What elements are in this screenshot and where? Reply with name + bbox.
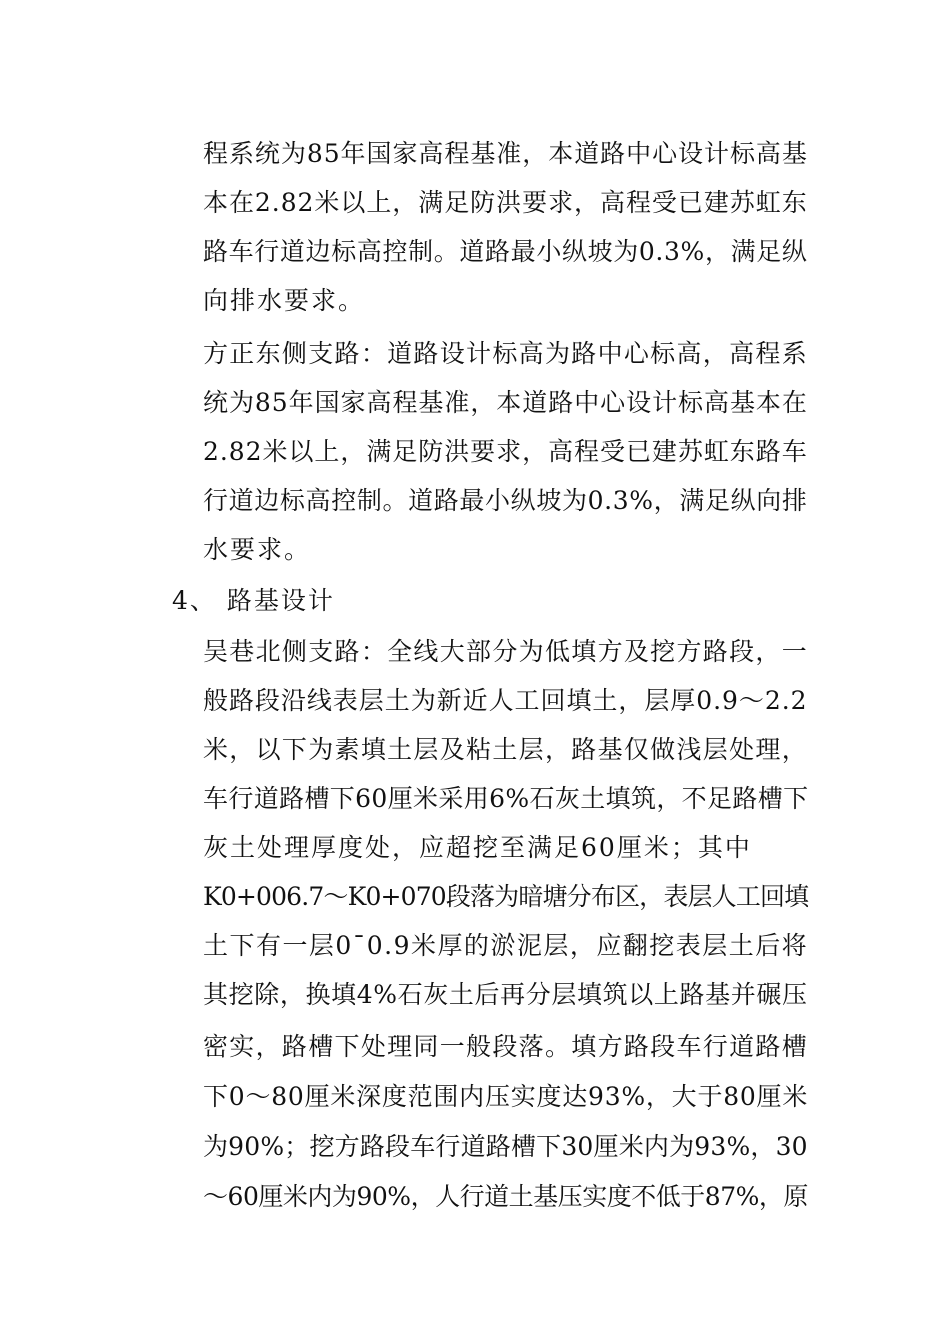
text-line: 水要求。 — [203, 535, 312, 564]
text-line: 为90%；挖方路段车行道路槽下30厘米内为93%，30 — [203, 1132, 808, 1161]
text-line: 2.82米以上，满足防洪要求，高程受已建苏虹东路车 — [203, 437, 808, 466]
text-line: 下0～80厘米深度范围内压实度达93%，大于80厘米 — [203, 1082, 809, 1111]
text-line: 程系统为85年国家高程基准，本道路中心设计标高基 — [203, 139, 808, 168]
text-line: 车行道路槽下60厘米采用6%石灰土填筑，不足路槽下 — [203, 784, 809, 813]
text-line: 方正东侧支路：道路设计标高为路中心标高，高程系 — [203, 339, 809, 368]
text-line: 其挖除，换填4%石灰土后再分层填筑以上路基并碾压 — [203, 980, 808, 1009]
text-line: 统为85年国家高程基准，本道路中心设计标高基本在 — [203, 388, 808, 417]
text-line: ～60厘米内为90%，人行道土基压实度不低于87%，原 — [203, 1182, 808, 1211]
section-heading: 4、 路基设计 — [172, 586, 335, 615]
text-line: 密实，路槽下处理同一般段落。填方路段车行道路槽 — [203, 1032, 809, 1061]
text-line: 般路段沿线表层土为新近人工回填土，层厚0.9～2.2 — [203, 686, 808, 715]
text-line: 吴巷北侧支路：全线大部分为低填方及挖方路段，一 — [203, 637, 809, 666]
text-line: 路车行道边标高控制。道路最小纵坡为0.3%，满足纵 — [203, 237, 808, 266]
text-line: K0+006.7～K0+070段落为暗塘分布区，表层人工回填 — [203, 882, 809, 911]
text-line: 灰土处理厚度处，应超挖至满足60厘米；其中 — [203, 833, 752, 862]
text-line: 行道边标高控制。道路最小纵坡为0.3%，满足纵向排 — [203, 486, 808, 515]
text-line: 向排水要求。 — [203, 286, 366, 315]
text-line: 土下有一层0¯0.9米厚的淤泥层，应翻挖表层土后将 — [203, 931, 809, 960]
text-line: 米，以下为素填土层及粘土层，路基仅做浅层处理， — [203, 735, 809, 764]
text-line: 本在2.82米以上，满足防洪要求，高程受已建苏虹东 — [203, 188, 808, 217]
